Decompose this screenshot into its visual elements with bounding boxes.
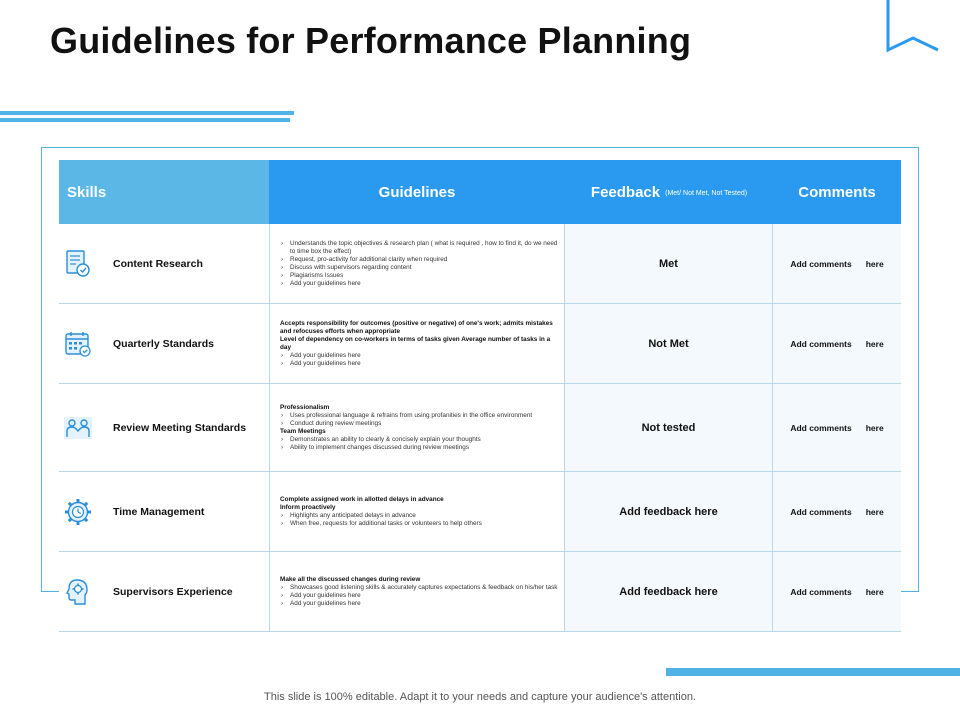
skill-label: Time Management: [113, 505, 205, 518]
page-title: Guidelines for Performance Planning: [50, 20, 692, 61]
header-feedback: [565, 160, 773, 224]
guideline-item: › Highlights any anticipated delays in advance: [280, 512, 558, 520]
guidelines-cell: [269, 472, 565, 551]
guideline-item: › Add your guidelines here: [280, 600, 558, 608]
calendar-check-icon: [63, 329, 93, 359]
title-underline-bar: [0, 111, 294, 115]
comment-suffix: here: [865, 258, 884, 269]
guideline-item: › When free, requests for additional tasks or volunteers to help others: [280, 520, 558, 528]
guideline-item: Professionalism: [280, 403, 330, 411]
skill-label: Quarterly Standards: [113, 337, 214, 350]
header-skills: Skills: [59, 160, 269, 224]
table-row: [59, 304, 901, 384]
guideline-item: › Ability to implement changes discussed during review meetings: [280, 444, 558, 452]
comments-cell: [773, 224, 901, 303]
guidelines-cell: [269, 304, 565, 383]
skill-cell: [59, 224, 269, 303]
guideline-item: › Discuss with supervisors regarding content: [280, 264, 558, 272]
feedback-cell: Not tested: [565, 384, 773, 471]
title-underline-bar-2: [0, 118, 290, 122]
comments-cell: [773, 552, 901, 631]
guideline-item: Accepts responsibility for outcomes (positive or negative) of one's work; admits mistakes and refocuses efforts when appropriate: [280, 319, 553, 335]
table-row: [59, 224, 901, 304]
head-gear-icon: [63, 577, 93, 607]
guideline-item: › Understands the topic objectives & research plan ( what is required , how to find it, do we need to time box the effect): [280, 240, 558, 256]
guideline-item: Level of dependency on co-workers in terms of tasks given Average number of tasks in a day: [280, 335, 551, 351]
skill-cell: [59, 304, 269, 383]
comment-text: Add comments: [790, 506, 852, 517]
table-row: [59, 472, 901, 552]
meeting-people-icon: [63, 413, 93, 443]
skill-cell: [59, 384, 269, 471]
bookmark-icon: [886, 0, 940, 56]
guideline-item: Team Meetings: [280, 427, 326, 435]
guidelines-table: [59, 160, 901, 632]
guideline-item: Make all the discussed changes during review: [280, 575, 421, 583]
comment-suffix: here: [865, 506, 884, 517]
feedback-cell: Add feedback here: [565, 472, 773, 551]
skill-label: Content Research: [113, 257, 203, 270]
header-comments: Comments: [773, 160, 901, 224]
comments-cell: [773, 304, 901, 383]
comment-text: Add comments: [790, 586, 852, 597]
footer-note: This slide is 100% editable. Adapt it to your needs and capture your audience's attention.: [264, 691, 696, 703]
feedback-cell: Met: [565, 224, 773, 303]
gear-clock-icon: [63, 497, 93, 527]
bottom-accent-bar: [666, 668, 960, 676]
header-feedback-label: Feedback: [590, 183, 661, 201]
feedback-cell: Add feedback here: [565, 552, 773, 631]
document-check-icon: [63, 249, 93, 279]
feedback-cell: Not Met: [565, 304, 773, 383]
comment-suffix: here: [865, 586, 884, 597]
skill-label: Supervisors Experience: [113, 585, 233, 598]
guidelines-cell: [269, 384, 565, 471]
table-row: [59, 552, 901, 632]
guidelines-cell: [269, 552, 565, 631]
guideline-item: › Request, pro-activity for additional clarity when required: [280, 256, 558, 264]
guideline-item: › Conduct during review meetings: [280, 420, 558, 428]
guideline-item: › Showcases good listening skills & accurately captures expectations & feedback on his/her task: [280, 584, 558, 592]
comment-text: Add comments: [790, 338, 852, 349]
comment-text: Add comments: [790, 422, 852, 433]
guideline-item: › Demonstrates an ability to clearly & concisely explain your thoughts: [280, 436, 558, 444]
skill-cell: [59, 472, 269, 551]
guideline-item: › Plagiarisms Issues: [280, 272, 558, 280]
guideline-item: › Add your guidelines here: [280, 280, 558, 288]
header-guidelines: Guidelines: [269, 160, 565, 224]
guideline-item: › Add your guidelines here: [280, 592, 558, 600]
guidelines-cell: [269, 224, 565, 303]
comments-cell: [773, 472, 901, 551]
table-body: [59, 224, 901, 632]
skill-cell: [59, 552, 269, 631]
comments-cell: [773, 384, 901, 471]
skill-label: Review Meeting Standards: [113, 421, 247, 434]
guideline-item: Inform proactively: [280, 503, 336, 511]
guideline-item: › Add your guidelines here: [280, 352, 558, 360]
comment-suffix: here: [865, 338, 884, 349]
header-feedback-sub: (Met/ Not Met, Not Tested): [665, 190, 748, 197]
guideline-item: Complete assigned work in allotted delays in advance: [280, 495, 444, 503]
table-row: [59, 384, 901, 472]
guideline-item: › Add your guidelines here: [280, 360, 558, 368]
table-header-row: [59, 160, 901, 224]
comment-suffix: here: [865, 422, 884, 433]
comment-text: Add comments: [790, 258, 852, 269]
guideline-item: › Uses professional language & refrains from using profanities in the office environment: [280, 412, 558, 420]
